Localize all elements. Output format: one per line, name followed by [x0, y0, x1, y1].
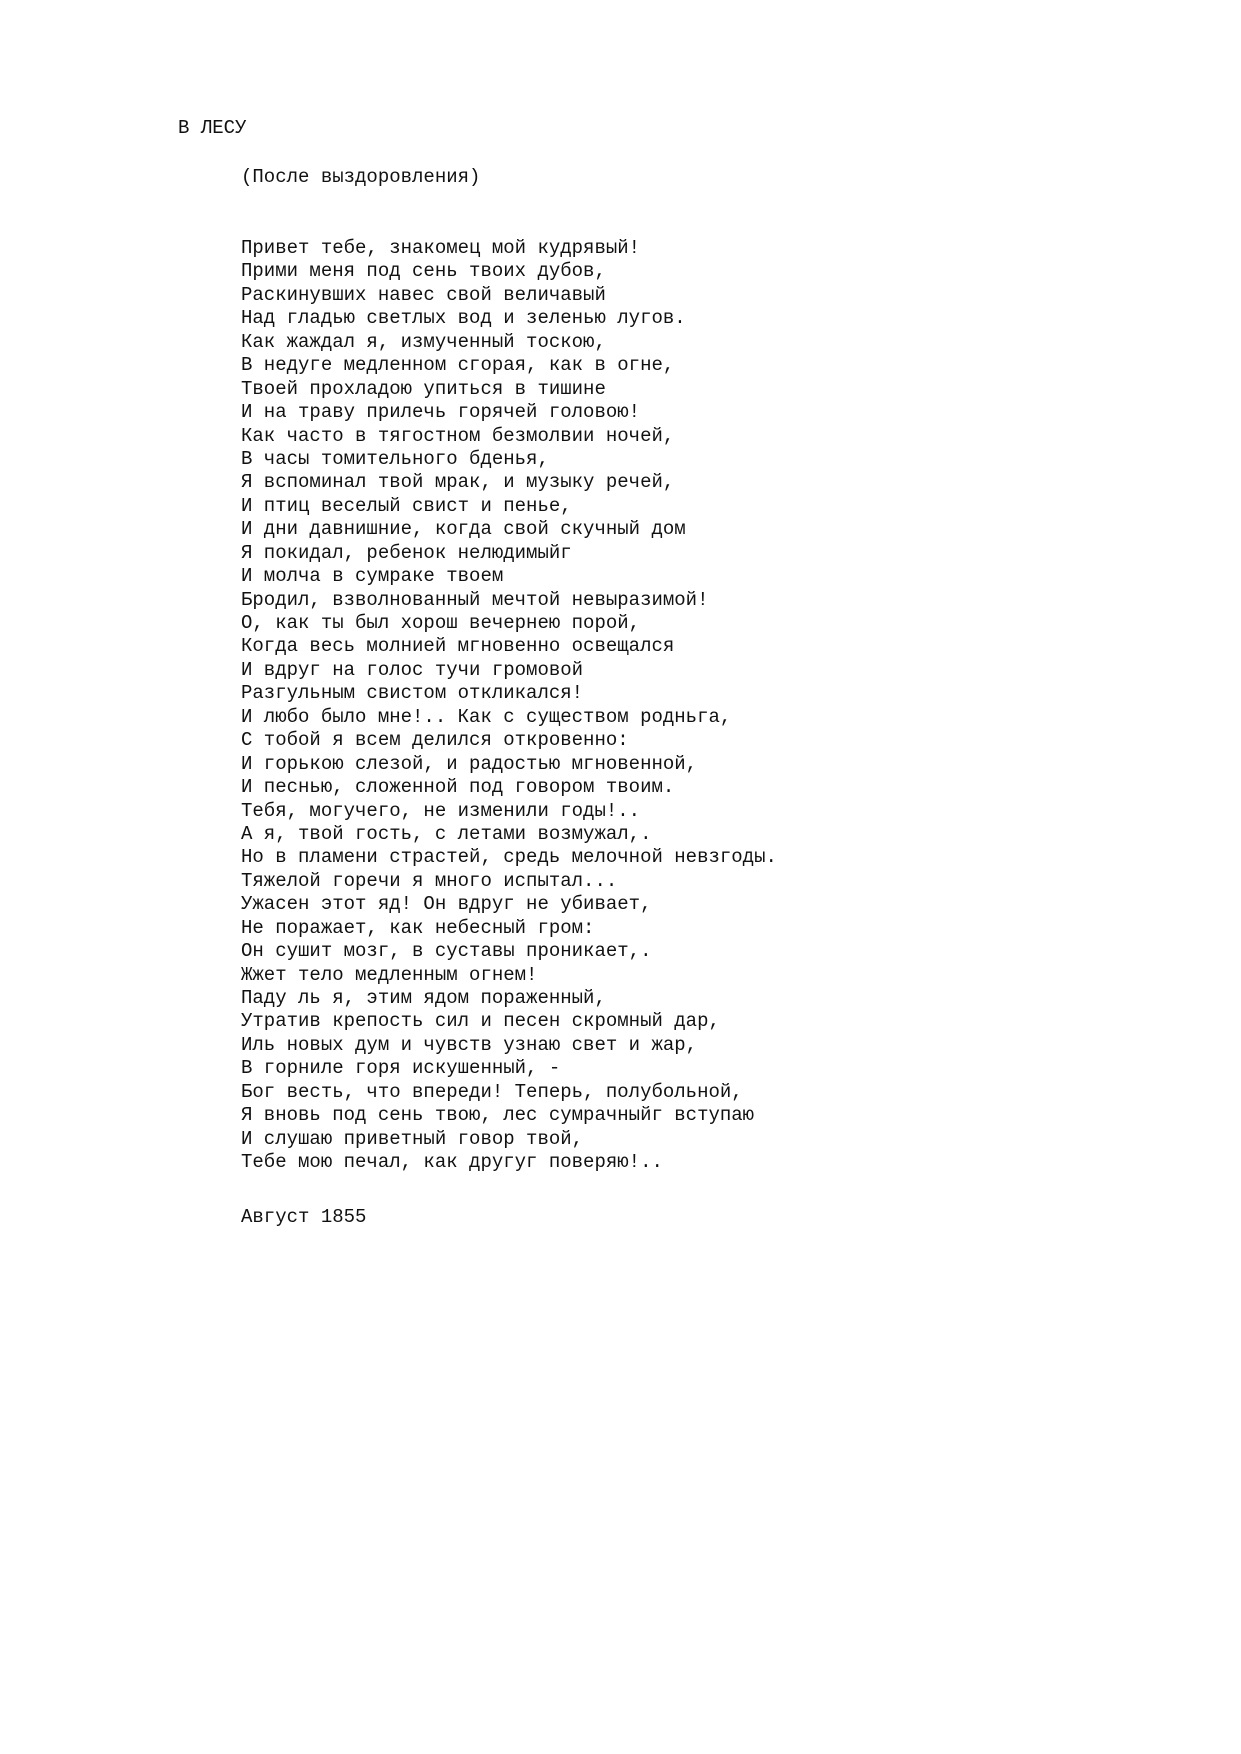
poem-line: Я вспоминал твой мрак, и музыку речей, — [241, 471, 675, 494]
poem-line: Раскинувших навес свой величавый — [241, 283, 606, 306]
poem-line: О, как ты был хорош вечернею порой, — [241, 612, 641, 634]
poem-line: Тяжелой горечи я много испытал... — [241, 869, 618, 892]
poem-line: Как часто в тягостном безмолвии ночей, — [241, 424, 675, 447]
poem-title: В ЛЕСУ — [178, 117, 247, 139]
poem-line: Привет тебе, знакомец мой кудрявый! — [241, 237, 641, 259]
poem-line: Утратив крепость сил и песен скромный дар, — [241, 1010, 720, 1033]
poem-line: С тобой я всем делился откровенно: — [241, 729, 629, 752]
poem-line: Тебя, могучего, не изменили годы!.. — [241, 799, 641, 822]
poem-line: Не поражает, как небесный гром: — [241, 916, 595, 939]
poem-line: В горниле горя искушенный, - — [241, 1057, 561, 1080]
poem-line: Жжет тело медленным огнем! — [241, 963, 538, 986]
poem-date: Август 1855 — [241, 1206, 367, 1228]
poem-line: И на траву прилечь горячей головою! — [241, 401, 641, 424]
poem-line: Ужасен этот яд! Он вдруг не убивает, — [241, 893, 652, 916]
poem-line: Бродил, взволнованный мечтой невыразимой! — [241, 588, 709, 611]
poem-line: Я вновь под сень твою, лес сумрачныйг вступаю — [241, 1104, 755, 1127]
poem-body — [241, 237, 777, 1175]
poem-line: И песнью, сложенной под говором твоим. — [241, 776, 675, 799]
poem-line: Он сушит мозг, в суставы проникает,. — [241, 940, 652, 963]
poem-line: Когда весь молнией мгновенно освещался — [241, 635, 675, 658]
poem-line: В недуге медленном сгорая, как в огне, — [241, 354, 675, 377]
poem-line: И любо было мне!.. Как с существом родньга, — [241, 705, 732, 728]
poem-line: И молча в сумраке твоем — [241, 565, 504, 588]
poem-line: Разгульным свистом откликался! — [241, 682, 584, 705]
poem-line: Бог весть, что впереди! Теперь, полубольной, — [241, 1080, 743, 1103]
poem-line: Я покидал, ребенок нелюдимыйг — [241, 541, 572, 564]
poem-line: Тебе мою печал, как другуг поверяю!.. — [241, 1151, 663, 1174]
poem-subtitle: (После выздоровления) — [241, 166, 481, 188]
poem-line: Паду ль я, этим ядом пораженный, — [241, 987, 606, 1009]
poem-line: И дни давнишние, когда свой скучный дом — [241, 518, 686, 541]
poem-line: И горькою слезой, и радостью мгновенной, — [241, 752, 698, 775]
poem-line: В часы томительного бденья, — [241, 447, 549, 470]
poem-line: Иль новых дум и чувств узнаю свет и жар, — [241, 1033, 698, 1056]
poem-line: Твоей прохладою упиться в тишине — [241, 377, 606, 400]
poem-line: Прими меня под сень твоих дубов, — [241, 260, 606, 283]
poem-line: И вдруг на голос тучи громовой — [241, 658, 584, 681]
poem-line: А я, твой гость, с летами возмужал,. — [241, 822, 652, 845]
poem-line: Как жаждал я, измученный тоскою, — [241, 330, 606, 353]
poem-line: И птиц веселый свист и пенье, — [241, 494, 572, 517]
poem-line: Над гладью светлых вод и зеленью лугов. — [241, 307, 686, 330]
poem-line: Но в пламени страстей, средь мелочной невзгоды. — [241, 846, 777, 869]
poem-line: И слушаю приветный говор твой, — [241, 1127, 584, 1150]
